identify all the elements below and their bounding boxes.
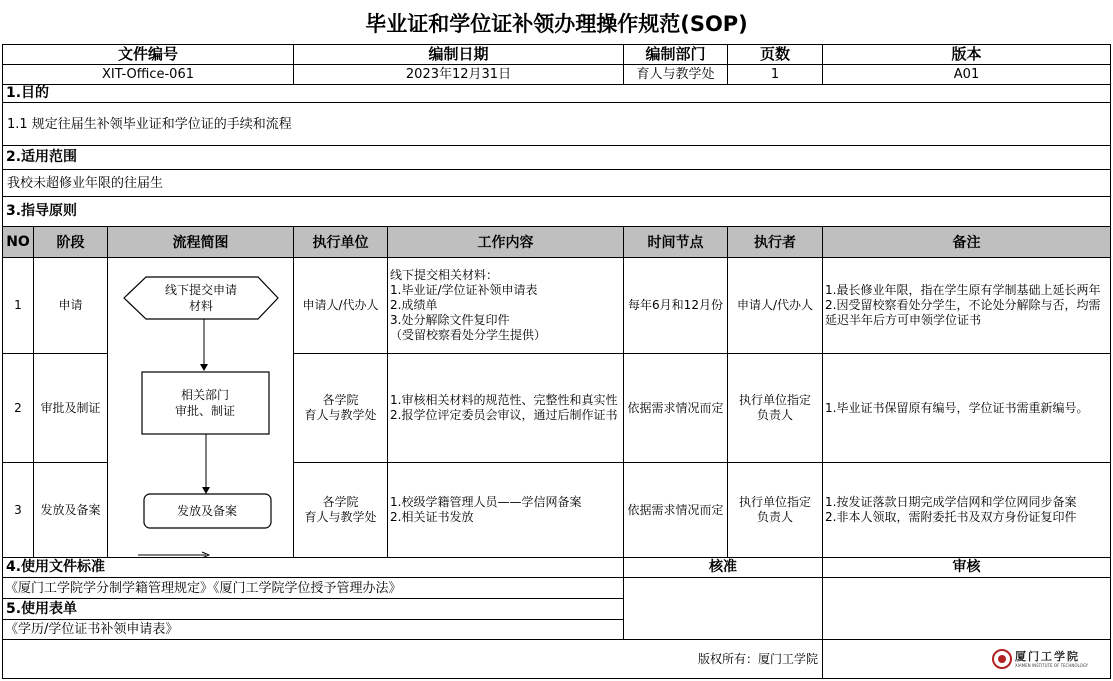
meta-header-dept: 编制部门 <box>623 44 728 65</box>
section-forms-text: 《学历/学位证书补领申请表》 <box>2 619 624 640</box>
row2-time: 依据需求情况而定 <box>623 353 728 463</box>
review-signature-box <box>822 577 1111 640</box>
flow-step3-label: 发放及备案 <box>176 504 238 518</box>
section-principle-title: 3.指导原则 <box>2 196 1111 227</box>
row1-stage: 申请 <box>33 257 108 354</box>
approve-signature-box <box>623 577 823 640</box>
row2-executor: 执行单位指定 负责人 <box>727 353 823 463</box>
school-logo <box>992 646 1098 674</box>
flow-arrowhead-1 <box>200 364 208 371</box>
th-unit: 执行单位 <box>293 226 388 258</box>
row3-unit: 各学院 育人与教学处 <box>293 462 388 558</box>
row2-work: 1.审核相关材料的规范性、完整性和真实性 2.报学位评定委员会审议，通过后制作证书 <box>387 353 624 463</box>
approve-label: 核准 <box>623 557 823 578</box>
flow-diagram <box>108 258 293 557</box>
section-forms-title: 5.使用表单 <box>2 598 624 620</box>
flow-step2-box <box>142 372 269 434</box>
row1-time: 每年6月和12月份 <box>623 257 728 354</box>
meta-header-date: 编制日期 <box>293 44 624 65</box>
meta-value-pages: 1 <box>727 64 823 85</box>
meta-header-version: 版本 <box>822 44 1111 65</box>
meta-value-dept: 育人与教学处 <box>623 64 728 85</box>
section-scope-text: 我校未超修业年限的往届生 <box>2 169 1111 197</box>
th-note: 备注 <box>822 226 1111 258</box>
flow-diagram-cell <box>107 257 294 558</box>
row3-stage: 发放及备案 <box>33 462 108 558</box>
section-standards-text: 《厦门工学院学分制学籍管理规定》《厦门工学院学位授予管理办法》 <box>2 577 624 599</box>
logo-subtext: XIAMEN INSTITUTE OF TECHNOLOGY <box>1015 663 1089 668</box>
meta-header-doc-no: 文件编号 <box>2 44 294 65</box>
th-stage: 阶段 <box>33 226 108 258</box>
meta-value-version: A01 <box>822 64 1111 85</box>
row3-no: 3 <box>2 462 34 558</box>
row3-time: 依据需求情况而定 <box>623 462 728 558</box>
flow-step2-line2: 审批、制证 <box>174 404 236 418</box>
section-purpose-text: 1.1 规定往届生补领毕业证和学位证的手续和流程 <box>2 102 1111 146</box>
logo-text: 厦门工学院 <box>1015 650 1080 663</box>
row1-executor: 申请人/代办人 <box>727 257 823 354</box>
row2-stage: 审批及制证 <box>33 353 108 463</box>
flow-step1-line2: 材料 <box>188 299 214 313</box>
th-flow: 流程简图 <box>107 226 294 258</box>
meta-value-doc-no: XIT-Office-061 <box>2 64 294 85</box>
row3-note: 1.按发证落款日期完成学信网和学位网同步备案 2.非本人领取，需附委托书及双方身份证复印件 <box>822 462 1111 558</box>
row2-no: 2 <box>2 353 34 463</box>
th-no: NO <box>2 226 34 258</box>
flow-arrowhead-2 <box>202 487 210 494</box>
section-purpose-title: 1.目的 <box>2 84 1111 103</box>
row1-no: 1 <box>2 257 34 354</box>
row1-work: 线下提交相关材料： 1.毕业证/学位证补领申请表 2.成绩单 3.处分解除文件复印件 （受留校察看处分学生提供） <box>387 257 624 354</box>
row3-executor: 执行单位指定 负责人 <box>727 462 823 558</box>
review-label: 审核 <box>822 557 1111 578</box>
row1-note: 1.最长修业年限，指在学生原有学制基础上延长两年 2.因受留校察看处分学生，不论处分解除与否，均需延迟半年后方可申领学位证书 <box>822 257 1111 354</box>
row3-work: 1.校级学籍管理人员——学信网备案 2.相关证书发放 <box>387 462 624 558</box>
th-time: 时间节点 <box>623 226 728 258</box>
th-executor: 执行者 <box>727 226 823 258</box>
row2-note: 1.毕业证书保留原有编号，学位证书需重新编号。 <box>822 353 1111 463</box>
flow-step1-line1: 线下提交申请 <box>164 283 238 297</box>
page-title: 毕业证和学位证补领办理操作规范(SOP) <box>365 12 748 36</box>
row2-unit: 各学院 育人与教学处 <box>293 353 388 463</box>
row1-unit: 申请人/代办人 <box>293 257 388 354</box>
flow-step2-line1: 相关部门 <box>180 388 230 402</box>
meta-header-pages: 页数 <box>727 44 823 65</box>
section-scope-title: 2.适用范围 <box>2 145 1111 170</box>
school-seal-icon <box>992 649 1012 669</box>
copyright-text: 版权所有：厦门工学院 <box>698 652 819 666</box>
th-work: 工作内容 <box>387 226 624 258</box>
section-standards-title: 4.使用文件标准 <box>2 557 624 578</box>
meta-value-date: 2023年12月31日 <box>293 64 624 85</box>
